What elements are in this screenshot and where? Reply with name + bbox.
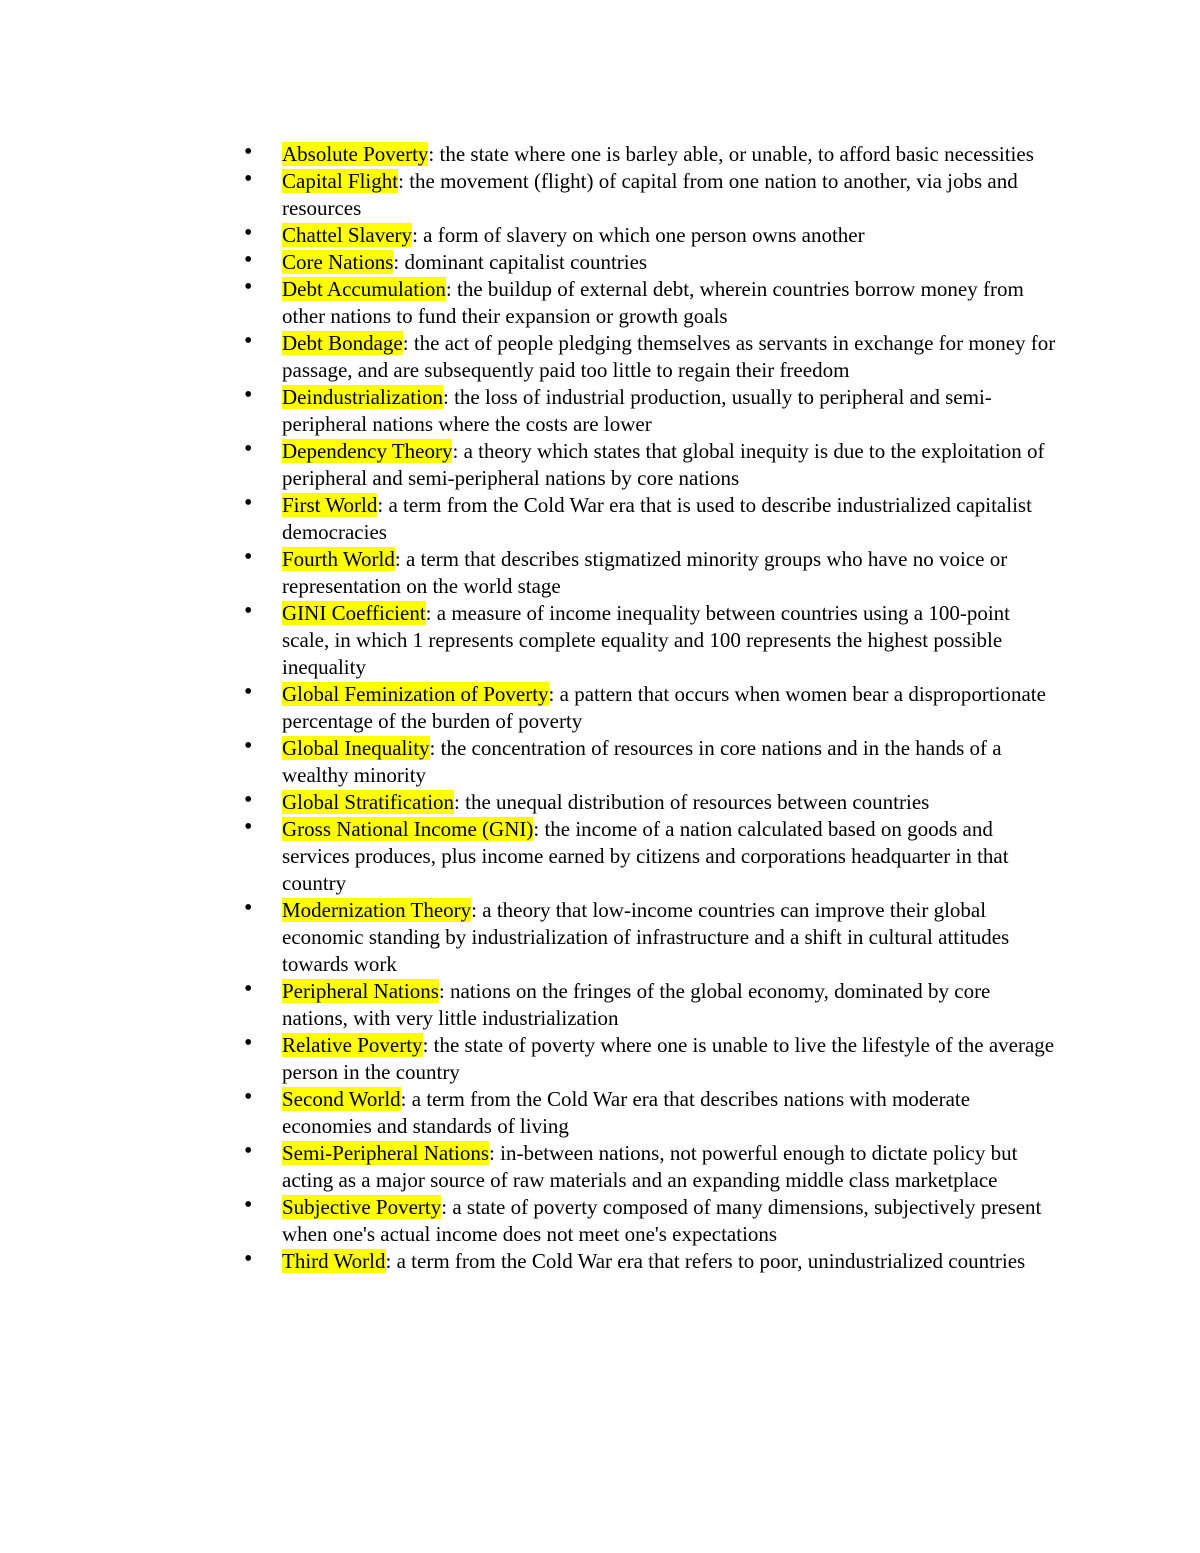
glossary-term: GINI Coefficient	[282, 601, 426, 625]
bullet-icon: •	[244, 436, 253, 462]
glossary-entry	[240, 1194, 1060, 1248]
glossary-term: Dependency Theory	[282, 439, 453, 463]
glossary-entry	[240, 1248, 1060, 1275]
glossary-entry	[240, 222, 1060, 249]
glossary-entry	[240, 168, 1060, 222]
term-separator: :	[425, 601, 437, 625]
bullet-icon: •	[244, 1246, 253, 1272]
glossary-term: Semi-Peripheral Nations	[282, 1141, 490, 1165]
glossary-entry	[240, 1032, 1060, 1086]
term-separator: :	[442, 385, 455, 409]
glossary-term: Absolute Poverty	[282, 142, 429, 166]
bullet-icon: •	[244, 814, 253, 840]
glossary-term: Core Nations	[282, 250, 394, 274]
glossary-definition: the income of a nation calculated based on goods and services produces, plus income earned by citizens and corporations headquarter in that country	[282, 817, 1009, 895]
glossary-term: Fourth World	[282, 547, 395, 571]
glossary-definition: in-between nations, not powerful enough to dictate policy but acting as a major source of raw materials and an expanding middle class marketplace	[282, 1141, 1018, 1192]
glossary-term: Third World	[282, 1249, 386, 1273]
glossary-definition: nations on the fringes of the global economy, dominated by core nations, with very little industrialization	[282, 979, 991, 1030]
term-separator: :	[398, 169, 410, 193]
bullet-icon: •	[244, 1084, 253, 1110]
glossary-term: Global Feminization of Poverty	[282, 682, 549, 706]
bullet-icon: •	[244, 976, 253, 1002]
glossary-definition: the unequal distribution of resources between countries	[465, 790, 930, 814]
bullet-icon: •	[244, 220, 253, 246]
glossary-entry	[240, 1140, 1060, 1194]
glossary-definition: a term from the Cold War era that refers to poor, unindustrialized countries	[396, 1249, 1026, 1273]
bullet-icon: •	[244, 679, 253, 705]
glossary-term: Global Inequality	[282, 736, 430, 760]
term-separator: :	[385, 1249, 397, 1273]
term-separator: :	[441, 1195, 453, 1219]
glossary-definition: a term that describes stigmatized minority groups who have no voice or representation on the world stage	[282, 547, 1008, 598]
glossary-term: Subjective Poverty	[282, 1195, 442, 1219]
glossary-term: Capital Flight	[282, 169, 399, 193]
glossary-term: Modernization Theory	[282, 898, 472, 922]
glossary-definition: the movement (flight) of capital from one nation to another, via jobs and resources	[282, 169, 1018, 220]
term-separator: :	[422, 1033, 434, 1057]
bullet-icon: •	[244, 382, 253, 408]
glossary-definition: the state of poverty where one is unable to live the lifestyle of the average person in the country	[282, 1033, 1055, 1084]
glossary-definition: a theory that low-income countries can improve their global economic standing by industrialization of infrastructure and a shift in cultural attitudes towards work	[282, 898, 1010, 976]
glossary-definition: a state of poverty composed of many dimensions, subjectively present when one's actual income does not meet one's expectations	[282, 1195, 1042, 1246]
term-separator: :	[393, 250, 405, 274]
glossary-definition: a measure of income inequality between countries using a 100-point scale, in which 1 represents complete equality and 100 represents the highest possible inequality	[282, 601, 1010, 679]
glossary-list	[240, 141, 1060, 1275]
glossary-definition: a term from the Cold War era that is used to describe industrialized capitalist democracies	[282, 493, 1032, 544]
glossary-entry	[240, 249, 1060, 276]
glossary-term: Debt Bondage	[282, 331, 403, 355]
term-separator: :	[400, 1087, 412, 1111]
bullet-icon: •	[244, 328, 253, 354]
glossary-entry	[240, 897, 1060, 978]
glossary-entry	[240, 546, 1060, 600]
bullet-icon: •	[244, 598, 253, 624]
glossary-entry	[240, 492, 1060, 546]
glossary-definition: the act of people pledging themselves as servants in exchange for money for passage, and are subsequently paid too little to regain their freedom	[282, 331, 1056, 382]
glossary-term: Deindustrialization	[282, 385, 443, 409]
bullet-icon: •	[244, 1138, 253, 1164]
glossary-term: First World	[282, 493, 378, 517]
glossary-term: Chattel Slavery	[282, 223, 413, 247]
glossary-entry	[240, 438, 1060, 492]
glossary-entry	[240, 816, 1060, 897]
term-separator: :	[533, 817, 545, 841]
glossary-entry	[240, 1086, 1060, 1140]
glossary-term: Debt Accumulation	[282, 277, 446, 301]
bullet-icon: •	[244, 1192, 253, 1218]
glossary-entry	[240, 384, 1060, 438]
glossary-term: Second World	[282, 1087, 401, 1111]
glossary-entry	[240, 978, 1060, 1032]
glossary-definition: the concentration of resources in core nations and in the hands of a wealthy minority	[282, 736, 1002, 787]
glossary-entry	[240, 276, 1060, 330]
glossary-entry	[240, 330, 1060, 384]
term-separator: :	[402, 331, 414, 355]
bullet-icon: •	[244, 1030, 253, 1056]
glossary-definition: the state where one is barley able, or unable, to afford basic necessities	[439, 142, 1034, 166]
bullet-icon: •	[244, 274, 253, 300]
bullet-icon: •	[244, 733, 253, 759]
glossary-entry	[240, 735, 1060, 789]
glossary-definition: a theory which states that global inequity is due to the exploitation of peripheral and semi-peripheral nations by core nations	[282, 439, 1045, 490]
glossary-definition: dominant capitalist countries	[404, 250, 648, 274]
glossary-entry	[240, 600, 1060, 681]
glossary-definition: a form of slavery on which one person owns another	[423, 223, 865, 247]
term-separator: :	[438, 979, 450, 1003]
term-separator: :	[429, 736, 441, 760]
term-separator: :	[394, 547, 406, 571]
glossary-term: Global Stratification	[282, 790, 455, 814]
term-separator: :	[471, 898, 483, 922]
glossary-entry	[240, 681, 1060, 735]
glossary-entry	[240, 141, 1060, 168]
glossary-term: Relative Poverty	[282, 1033, 423, 1057]
bullet-icon: •	[244, 895, 253, 921]
term-separator: :	[489, 1141, 501, 1165]
term-separator: :	[377, 493, 389, 517]
term-separator: :	[454, 790, 466, 814]
term-separator: :	[452, 439, 464, 463]
glossary-term: Peripheral Nations	[282, 979, 439, 1003]
glossary-entry	[240, 789, 1060, 816]
glossary-term: Gross National Income (GNI)	[282, 817, 534, 841]
glossary-definition: the loss of industrial production, usually to peripheral and semi-peripheral nations where the costs are lower	[282, 385, 992, 436]
glossary-definition: a pattern that occurs when women bear a disproportionate percentage of the burden of poverty	[282, 682, 1046, 733]
term-separator: :	[445, 277, 457, 301]
glossary-definition: a term from the Cold War era that describes nations with moderate economies and standards of living	[282, 1087, 971, 1138]
bullet-icon: •	[244, 139, 253, 165]
bullet-icon: •	[244, 787, 253, 813]
term-separator: :	[412, 223, 424, 247]
bullet-icon: •	[244, 490, 253, 516]
term-separator: :	[428, 142, 440, 166]
bullet-icon: •	[244, 544, 253, 570]
bullet-icon: •	[244, 247, 253, 273]
glossary-definition: the buildup of external debt, wherein countries borrow money from other nations to fund their expansion or growth goals	[282, 277, 1024, 328]
bullet-icon: •	[244, 166, 253, 192]
term-separator: :	[548, 682, 560, 706]
